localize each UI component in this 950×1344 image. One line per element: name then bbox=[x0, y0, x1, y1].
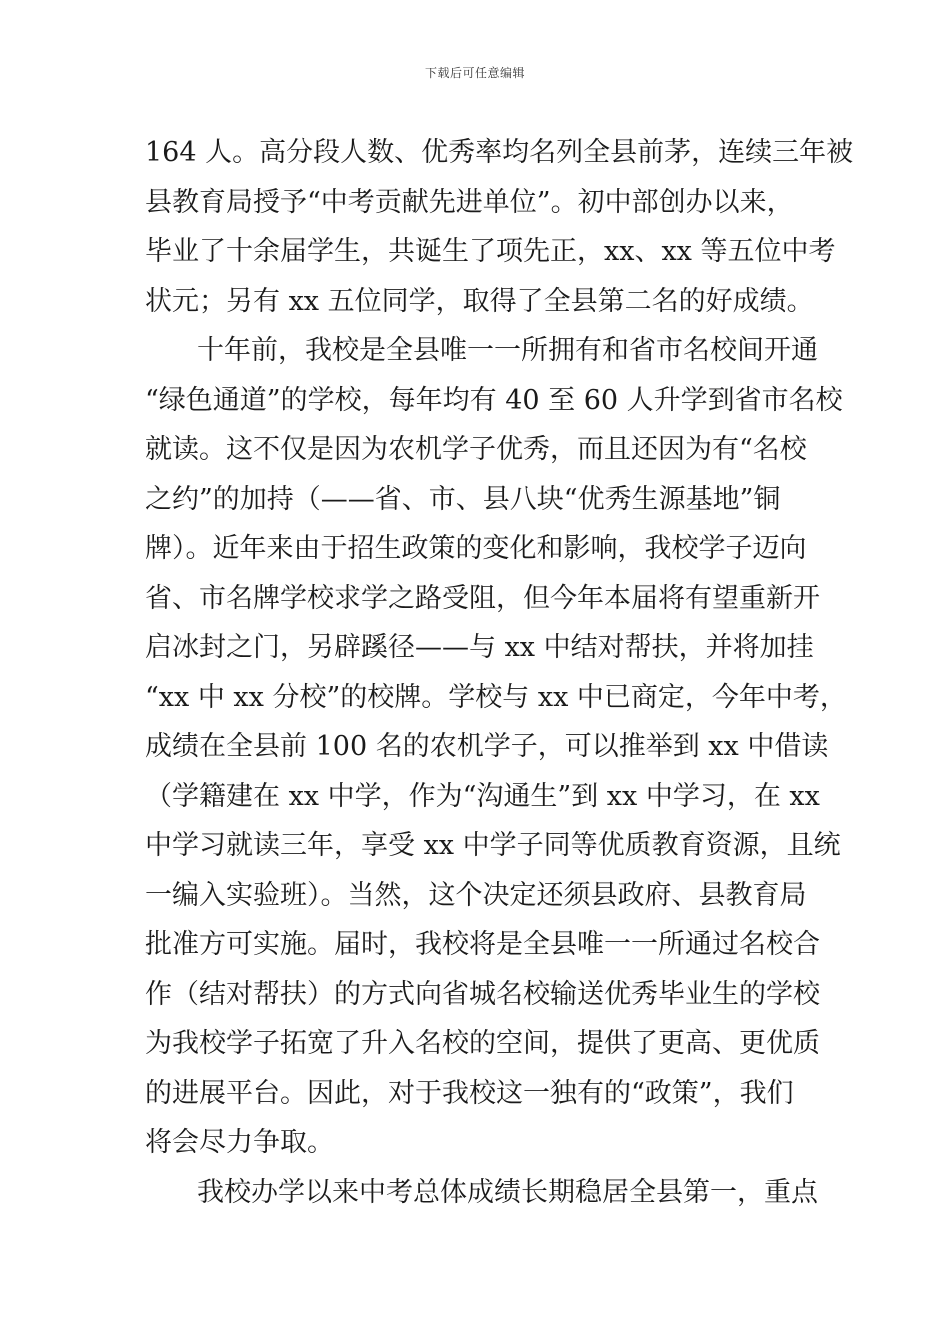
paragraph-2 bbox=[145, 326, 847, 1168]
text-line: 的进展平台。因此，对于我校这一独有的“政策”，我们 bbox=[145, 1077, 794, 1109]
text-line: 县教育局授予“中考贡献先进单位”。初中部创办以来， bbox=[145, 186, 794, 218]
text-line: 启冰封之门，另辟蹊径——与 xx 中结对帮扶，并将加挂 bbox=[145, 632, 814, 663]
paragraph-3 bbox=[145, 1168, 825, 1218]
text-line: 批准方可实施。届时，我校将是全县唯一一所通过名校合 bbox=[145, 929, 820, 960]
text-line: 一编入实验班）。当然，这个决定还须县政府、县教育局 bbox=[145, 879, 807, 911]
text-line: 我校办学以来中考总体成绩长期稳居全县第一，重点 bbox=[197, 1176, 818, 1208]
paragraph-1 bbox=[145, 128, 854, 326]
text-line: 省、市名牌学校求学之路受阻，但今年本届将有望重新开 bbox=[145, 582, 820, 614]
text-line: 成绩在全县前 100 名的农机学子，可以推举到 xx 中借读 bbox=[145, 731, 829, 762]
text-line: 牌）。近年来由于招生政策的变化和影响，我校学子迈向 bbox=[145, 533, 807, 564]
text-line: 为我校学子拓宽了升入名校的空间，提供了更高、更优质 bbox=[145, 1028, 820, 1059]
text-line: （学籍建在 xx 中学，作为“沟通生”到 xx 中学习，在 xx bbox=[145, 780, 820, 812]
text-line: 164 人。高分段人数、优秀率均名列全县前茅，连续三年被 bbox=[145, 137, 854, 168]
text-line: 作（结对帮扶）的方式向省城名校输送优秀毕业生的学校 bbox=[145, 978, 820, 1010]
document-body bbox=[145, 128, 854, 1217]
text-line: 十年前，我校是全县唯一一所拥有和省市名校间开通 bbox=[197, 335, 818, 366]
text-line: 状元；另有 xx 五位同学，取得了全县第二名的好成绩。 bbox=[145, 285, 814, 317]
text-line: 之约”的加持（——省、市、县八块“优秀生源基地”铜 bbox=[145, 483, 781, 515]
text-line: 就读。这不仅是因为农机学子优秀，而且还因为有“名校 bbox=[145, 434, 807, 465]
text-line: 将会尽力争取。 bbox=[145, 1127, 334, 1158]
text-line: 中学习就读三年，享受 xx 中学子同等优质教育资源，且统 bbox=[145, 830, 841, 861]
page-header: 下载后可任意编辑 bbox=[424, 66, 525, 80]
text-line: “绿色通道”的学校，每年均有 40 至 60 人升学到省市名校 bbox=[145, 384, 843, 416]
text-line: 毕业了十余届学生，共诞生了项先正，xx、xx 等五位中考 bbox=[145, 236, 836, 267]
text-line: “xx 中 xx 分校”的校牌。学校与 xx 中已商定，今年中考， bbox=[145, 681, 847, 713]
